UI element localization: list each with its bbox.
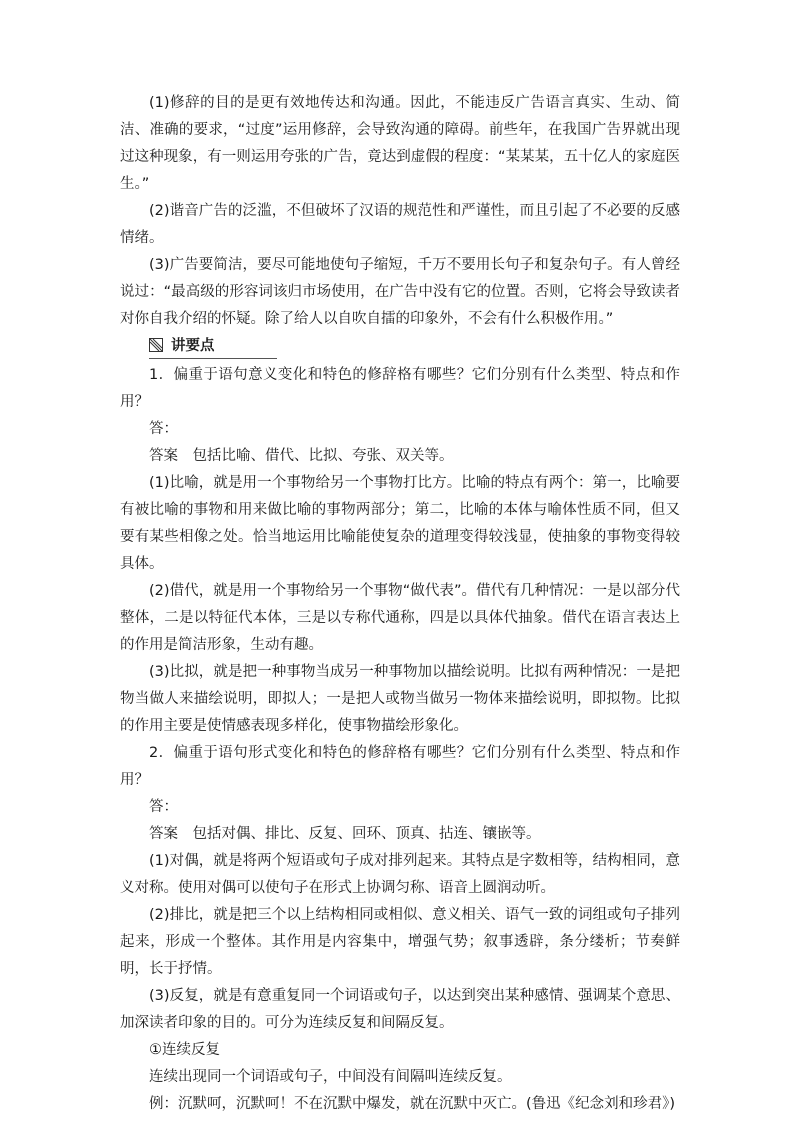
q1-paragraph-2: (2)借代，就是用一个事物给另一个事物“做代表”。借代有几种情况：一是以部分代整体，二是以特征代本体，三是以专称代通称，四是以具体代抽象。借代在语言表达上的作用是简洁形象，生动有趣。 bbox=[120, 583, 680, 653]
answer-2: 答案 包括对偶、排比、反复、回环、顶真、拈连、镶嵌等。 bbox=[149, 826, 541, 842]
intro-paragraph-3: (3)广告要简洁，要尽可能地使句子缩短，千万不要用长句子和复杂句子。有人曾经说过：“最高级的形容词该归市场使用，在广告中没有它的位置。否则，它将会导致读者对你自我介绍的怀疑。除了给人以自吹自擂的印象外，不会有什么积极作用。” bbox=[120, 257, 680, 327]
intro-paragraph-1: (1)修辞的目的是更有效地传达和沟通。因此，不能违反广告语言真实、生动、简洁、准确的要求，“过度”运用修辞，会导致沟通的障碍。前些年，在我国广告界就出现过这种现象，有一则运用夸张的广告，竟达到虚假的程度：“某某某，五十亿人的家庭医生。” bbox=[120, 95, 680, 192]
section-heading bbox=[149, 334, 277, 359]
q2-sub-title: ①连续反复 bbox=[149, 1042, 220, 1058]
answer-label-1: 答： bbox=[149, 421, 178, 437]
answer-1: 答案 包括比喻、借代、比拟、夸张、双关等。 bbox=[149, 448, 454, 464]
section-heading-label: 讲要点 bbox=[171, 338, 215, 354]
document-body bbox=[120, 90, 680, 1118]
slash-box-icon bbox=[149, 338, 163, 352]
answer-label-2: 答： bbox=[149, 799, 178, 815]
question-1: 1．偏重于语句意义变化和特色的修辞格有哪些？它们分别有什么类型、特点和作用？ bbox=[120, 367, 680, 410]
q2-paragraph-1: (1)对偶，就是将两个短语或句子成对排列起来。其特点是字数相等，结构相同，意义对称。使用对偶可以使句子在形式上协调匀称、语音上圆润动听。 bbox=[120, 853, 680, 896]
q2-paragraph-3: (3)反复，就是有意重复同一个词语或句子，以达到突出某种感情、强调某个意思、加深读者印象的目的。可分为连续反复和间隔反复。 bbox=[120, 988, 680, 1031]
q2-sub-definition: 连续出现同一个词语或句子，中间没有间隔叫连续反复。 bbox=[149, 1069, 512, 1085]
intro-paragraph-2: (2)谐音广告的泛滥，不但破坏了汉语的规范性和严谨性，而且引起了不必要的反感情绪。 bbox=[120, 203, 680, 246]
q1-paragraph-1: (1)比喻，就是用一个事物给另一个事物打比方。比喻的特点有两个：第一，比喻要有被比喻的事物和用来做比喻的事物两部分；第二，比喻的本体与喻体性质不同，但又要有某些相像之处。恰当地运用比喻能使复杂的道理变得较浅显，使抽象的事物变得较具体。 bbox=[120, 475, 680, 572]
q2-paragraph-2: (2)排比，就是把三个以上结构相同或相似、意义相关、语气一致的词组或句子排列起来，形成一个整体。其作用是内容集中，增强气势；叙事透辟，条分缕析；节奏鲜明，长于抒情。 bbox=[120, 907, 680, 977]
q2-example: 例：沉默呵，沉默呵！不在沉默中爆发，就在沉默中灭亡。(鲁迅《纪念刘和珍君》) bbox=[149, 1096, 676, 1112]
q1-paragraph-3: (3)比拟，就是把一种事物当成另一种事物加以描绘说明。比拟有两种情况：一是把物当做人来描绘说明，即拟人；一是把人或物当做另一物体来描绘说明，即拟物。比拟的作用主要是使情感表现多样化，使事物描绘形象化。 bbox=[120, 664, 680, 734]
question-2: 2．偏重于语句形式变化和特色的修辞格有哪些？它们分别有什么类型、特点和作用？ bbox=[120, 745, 680, 788]
